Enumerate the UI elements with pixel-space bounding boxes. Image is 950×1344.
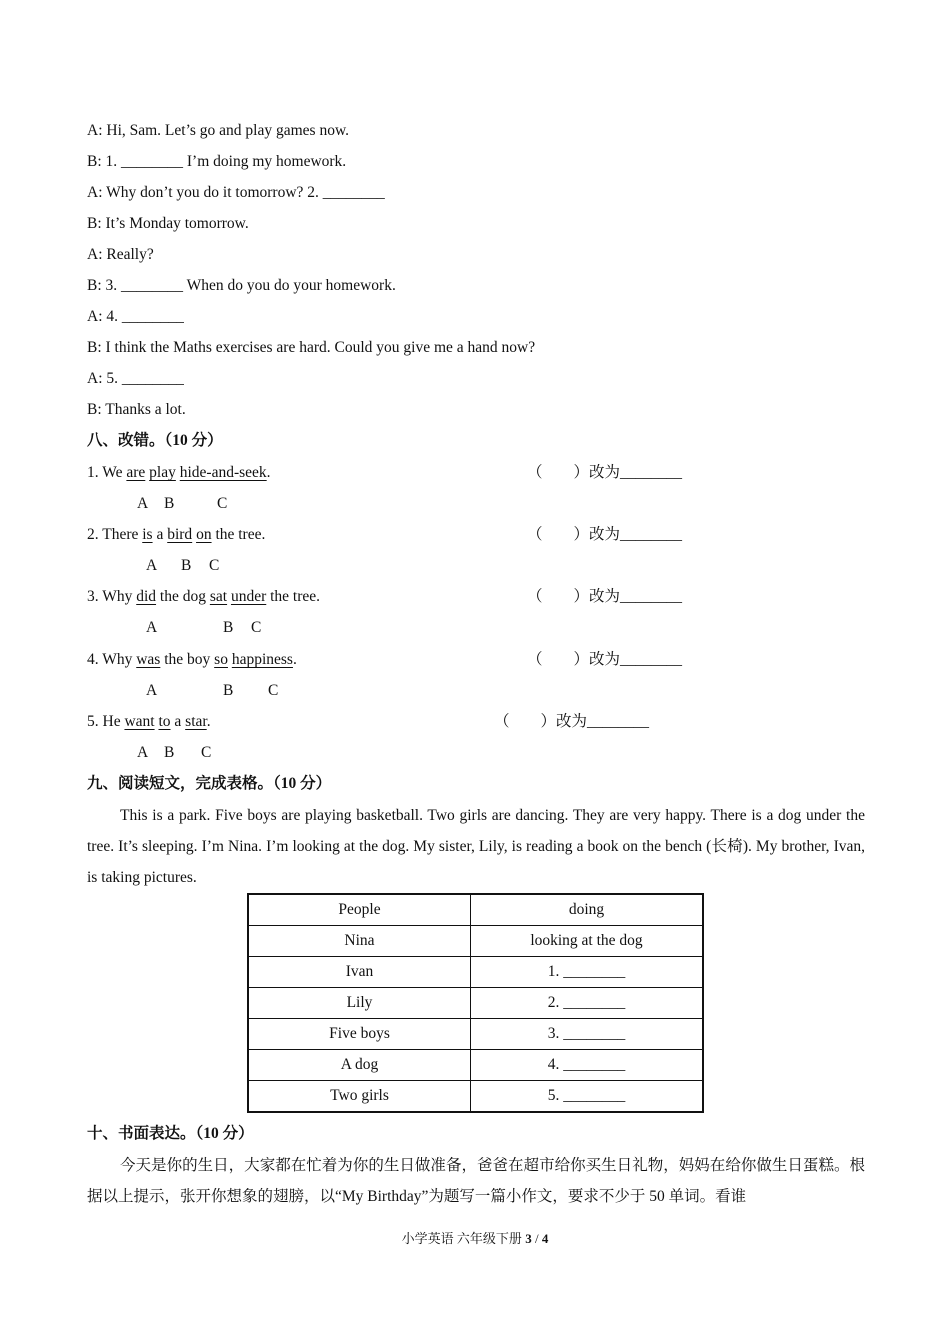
dialogue-line-10: B: Thanks a lot. [87, 401, 186, 418]
table-cell-person: Five boys [248, 1019, 471, 1050]
letter-1a: A [137, 495, 149, 512]
correction-answer-5: （ ）改为________ [494, 713, 650, 730]
section9-heading: 九、阅读短文，完成表格。（10 分） [87, 775, 332, 792]
table-cell-person: Two girls [248, 1081, 471, 1113]
footer-page-total: 4 [541, 1231, 549, 1246]
letter-3c: C [251, 619, 262, 636]
dialogue-line-2: B: 1. ________ I’m doing my homework. [87, 153, 347, 170]
correction-item-4: 4. Why was the boy so happiness. [87, 651, 297, 668]
dialogue-line-1: A: Hi, Sam. Let’s go and play games now. [87, 122, 350, 139]
table-cell-person: A dog [248, 1050, 471, 1081]
correction-answer-4: （ ）改为________ [527, 651, 683, 668]
reading-passage: This is a park. Five boys are playing basketball. Two girls are dancing. They are very happy. There is a dog under the tree. It’s sleeping. I’m Nina. I’m looking at the dog. My sister, Lily, is reading a book on the bench (长椅). My brother, Ivan, is taking pictures. [87, 807, 865, 886]
footer-separator: / [531, 1231, 542, 1246]
dialogue-line-3: A: Why don’t you do it tomorrow? 2. ________ [87, 184, 385, 201]
letter-4c: C [268, 682, 279, 699]
correction-answer-1: （ ）改为________ [527, 464, 683, 481]
letter-2c: C [209, 557, 220, 574]
correction-item-5: 5. He want to a star. [87, 713, 211, 730]
table-cell-doing: 4. ________ [471, 1050, 704, 1081]
writing-prompt: 今天是你的生日，大家都在忙着为你的生日做准备，爸爸在超市给你买生日礼物，妈妈在给你做生日蛋糕。根据以上提示，张开你想象的翅膀，以“My Birthday”为题写一篇小作文，要求不少于 50 单词。看谁 [87, 1157, 865, 1205]
table-row [248, 926, 703, 957]
dialogue-line-6: B: 3. ________ When do you do your homework. [87, 277, 396, 294]
table-row [248, 1019, 703, 1050]
table-row [248, 988, 703, 1019]
letter-2a: A [146, 557, 158, 574]
letter-5c: C [201, 744, 212, 761]
correction-item-1: 1. We are play hide-and-seek. [87, 464, 271, 481]
dialogue-line-9: A: 5. ________ [87, 370, 184, 387]
correction-answer-2: （ ）改为________ [527, 526, 683, 543]
table-cell-person: Ivan [248, 957, 471, 988]
table-cell-doing: 2. ________ [471, 988, 704, 1019]
dialogue-line-4: B: It’s Monday tomorrow. [87, 215, 249, 232]
letter-5b: B [164, 744, 175, 761]
table-row [248, 1050, 703, 1081]
section8-heading: 八、改错。（10 分） [87, 432, 223, 449]
letter-4a: A [146, 682, 158, 699]
table-cell-doing: looking at the dog [471, 926, 704, 957]
letter-3b: B [223, 619, 234, 636]
table-cell-doing: 5. ________ [471, 1081, 704, 1113]
correction-answer-3: （ ）改为________ [527, 588, 683, 605]
table-header-doing: doing [471, 894, 704, 926]
correction-item-3: 3. Why did the dog sat under the tree. [87, 588, 321, 605]
page-footer [0, 1229, 950, 1249]
correction-item-2: 2. There is a bird on the tree. [87, 526, 266, 543]
answer-table [247, 893, 704, 1113]
letter-1c: C [217, 495, 228, 512]
table-row [248, 1081, 703, 1113]
table-cell-doing: 3. ________ [471, 1019, 704, 1050]
letter-5a: A [137, 744, 149, 761]
letter-1b: B [164, 495, 175, 512]
table-header-row [248, 894, 703, 926]
footer-page-number: 3 [525, 1231, 532, 1246]
table-cell-person: Nina [248, 926, 471, 957]
dialogue-line-8: B: I think the Maths exercises are hard. Could you give me a hand now? [87, 339, 536, 356]
footer-subject: 小学英语 六年级下册 [401, 1231, 526, 1246]
section10-heading: 十、书面表达。（10 分） [87, 1125, 254, 1142]
dialogue-line-5: A: Really? [87, 246, 154, 263]
letter-4b: B [223, 682, 234, 699]
dialogue-line-7: A: 4. ________ [87, 308, 184, 325]
table-row [248, 957, 703, 988]
letter-2b: B [181, 557, 192, 574]
table-header-people: People [248, 894, 471, 926]
table-cell-doing: 1. ________ [471, 957, 704, 988]
letter-3a: A [146, 619, 158, 636]
table-cell-person: Lily [248, 988, 471, 1019]
